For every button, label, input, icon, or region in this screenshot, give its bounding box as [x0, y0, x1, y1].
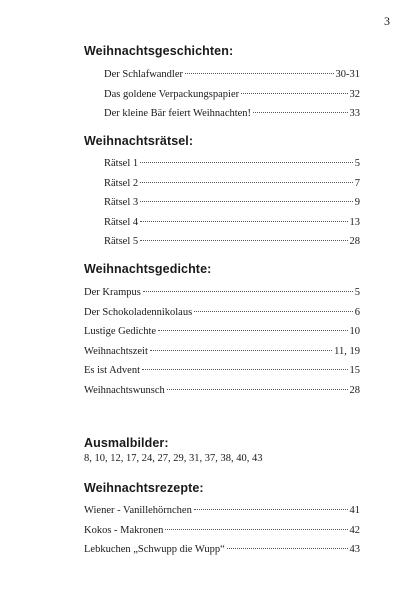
dot-leader — [140, 221, 347, 222]
dot-leader — [140, 162, 353, 163]
section-weihnachtsgeschichten — [84, 44, 360, 124]
toc-entry: Rätsel 2 7 — [104, 177, 360, 189]
toc-entry: Es ist Advent 15 — [84, 365, 360, 376]
section-heading: Weihnachtsgedichte: — [84, 262, 212, 276]
toc-entry: Rätsel 3 9 — [104, 197, 360, 208]
section-heading: Weihnachtsrezepte: — [84, 481, 204, 495]
toc-entry: Lebkuchen „Schwupp die Wupp“ 43 — [84, 544, 360, 555]
dot-leader — [227, 548, 348, 549]
toc-entry: Weihnachtszeit 11, 19 — [84, 345, 360, 357]
dot-leader — [194, 509, 348, 510]
dot-leader — [140, 182, 353, 183]
page-list: 8, 10, 12, 17, 24, 27, 29, 31, 37, 38, 40, 43 — [84, 453, 263, 464]
section-weihnachtsraetsel — [84, 134, 360, 252]
toc-entry: Der Krampus 5 — [84, 287, 360, 298]
dot-leader — [150, 350, 332, 351]
dot-leader — [185, 73, 333, 74]
toc-entry: Der kleine Bär feiert Weihnachten! 33 — [104, 108, 360, 119]
toc-entry: Lustige Gedichte 10 — [84, 326, 360, 337]
toc-entry: Kokos - Makronen 42 — [84, 524, 360, 536]
toc-entry: Der Schokoladennikolaus 6 — [84, 306, 360, 318]
dot-leader — [142, 369, 347, 370]
section-heading: Weihnachtsgeschichten: — [84, 44, 234, 58]
toc-entry: Wiener - Vanillehörnchen 41 — [84, 505, 360, 516]
dot-leader — [140, 240, 347, 241]
section-weihnachtsgedichte — [84, 262, 360, 400]
section-heading: Ausmalbilder: — [84, 436, 169, 450]
dot-leader — [253, 112, 347, 113]
section-heading: Weihnachtsrätsel: — [84, 134, 194, 148]
section-weihnachtsrezepte — [84, 481, 360, 560]
dot-leader — [194, 311, 353, 312]
toc-entry: Rätsel 4 13 — [104, 216, 360, 228]
toc-entry: Rätsel 1 5 — [104, 158, 360, 169]
toc-entry: Rätsel 5 28 — [104, 236, 360, 247]
dot-leader — [167, 389, 348, 390]
section-ausmalbilder — [84, 436, 360, 464]
dot-leader — [140, 201, 353, 202]
toc-entry: Das goldene Verpackungspapier 32 — [104, 88, 360, 100]
toc-entry: Weihnachtswunsch 28 — [84, 384, 360, 396]
toc-entry: Der Schlafwandler 30-31 — [104, 69, 360, 80]
dot-leader — [165, 529, 347, 530]
page-number: 3 — [384, 14, 390, 28]
dot-leader — [241, 93, 347, 94]
dot-leader — [143, 291, 353, 292]
dot-leader — [158, 330, 347, 331]
